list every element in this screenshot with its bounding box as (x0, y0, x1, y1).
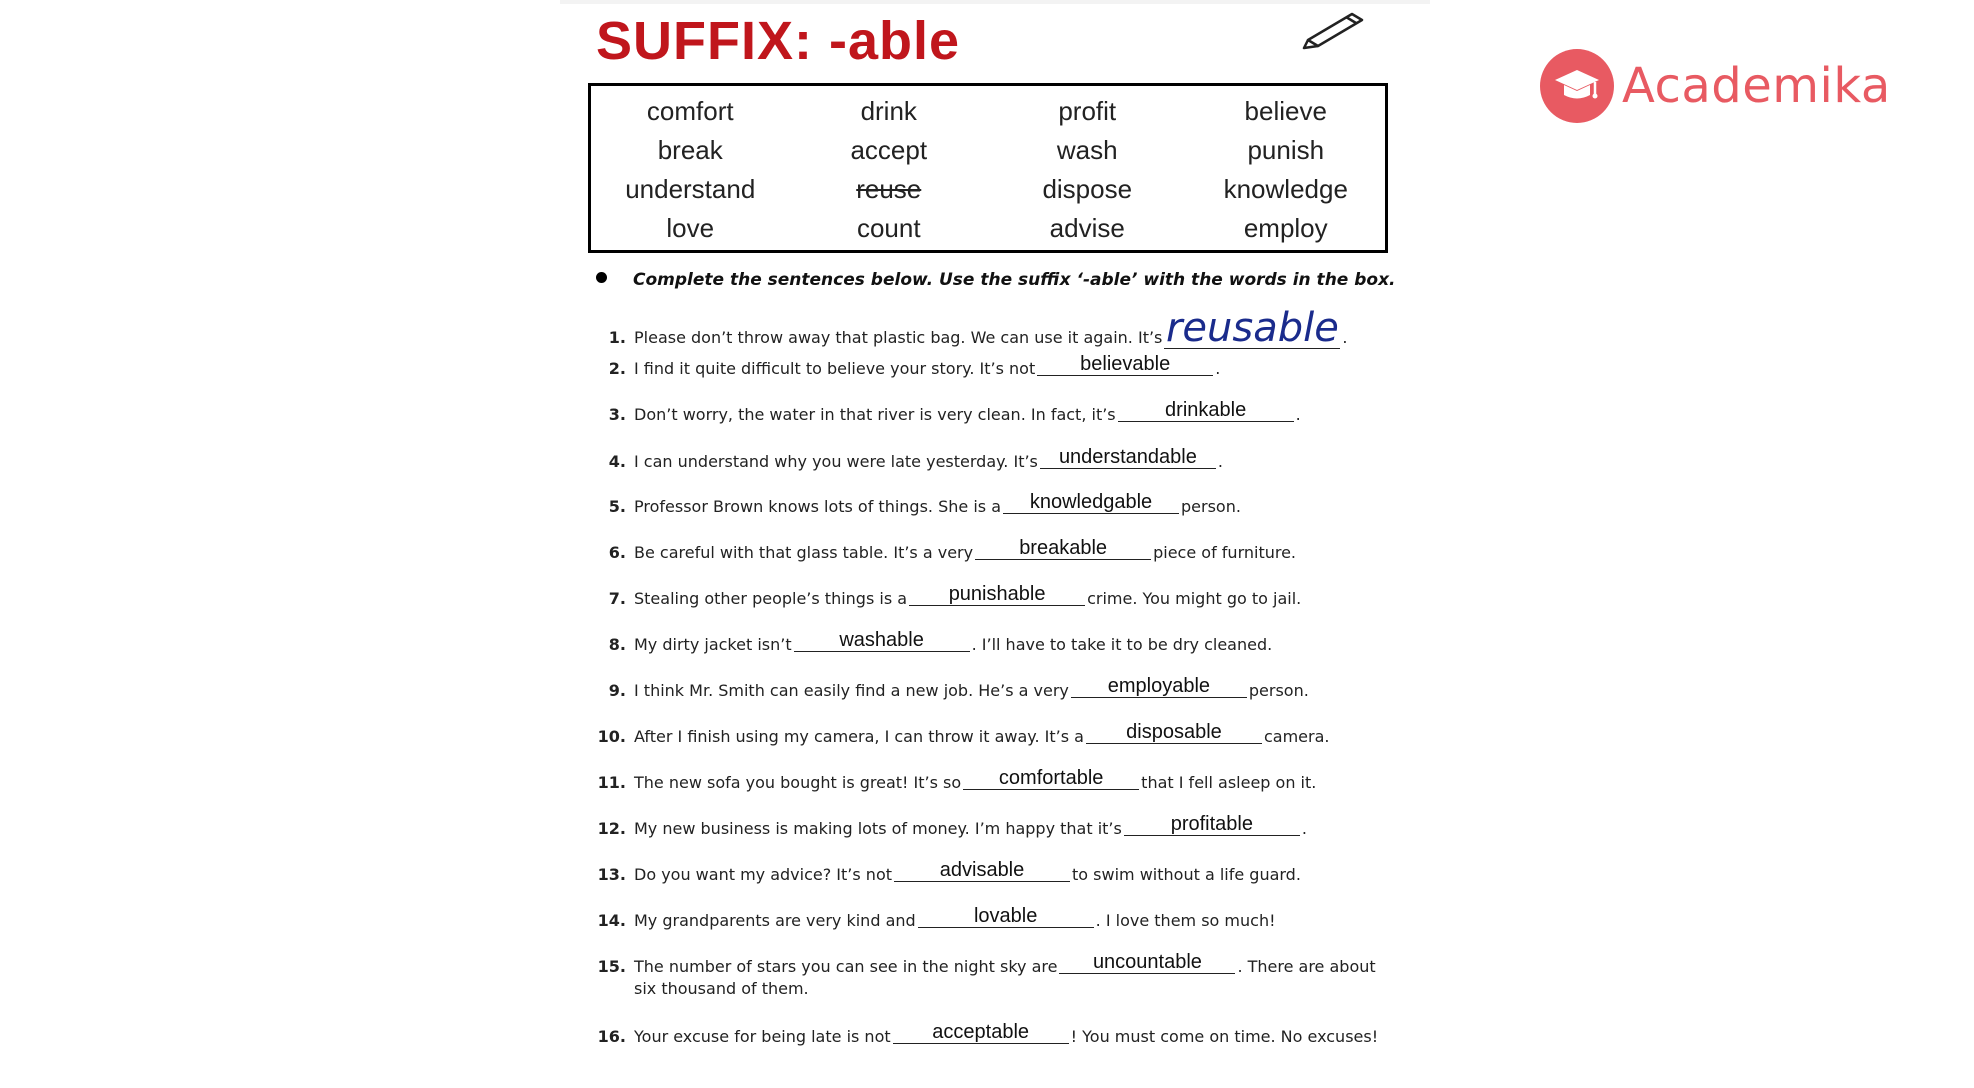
academika-logo (1540, 48, 1891, 124)
exercise-item (592, 583, 1412, 610)
word-box-item: drink (860, 96, 917, 126)
answer-blank[interactable]: drinkable (1118, 399, 1294, 422)
answer-blank[interactable]: reusable (1165, 305, 1339, 351)
exercise-item (592, 491, 1412, 518)
exercise-item (592, 721, 1412, 748)
sentence-end: . (1301, 819, 1307, 838)
word-box-item: comfort (646, 96, 734, 126)
sentence-start: My new business is making lots of money. I’m happy that it’s (634, 819, 1122, 838)
item-number: 8. (608, 635, 626, 654)
instructions (596, 270, 1396, 290)
word-box-item: reuse (856, 174, 922, 204)
item-number: 4. (608, 452, 626, 471)
sentence-end: . I’ll have to take it to be dry cleaned. (971, 635, 1273, 654)
sentence-end: . (1295, 405, 1301, 424)
sentence-start: Please don’t throw away that plastic bag. We can use it again. It’s (634, 328, 1163, 347)
sentence-start: Your excuse for being late is not (634, 1027, 891, 1046)
exercise-item (592, 537, 1412, 564)
sentence-end: . (1342, 328, 1348, 347)
answer-blank[interactable]: employable (1071, 675, 1247, 698)
pencil-icon (1300, 6, 1370, 50)
item-number: 3. (608, 405, 626, 424)
answer-blank[interactable]: lovable (918, 905, 1094, 928)
sentence-start: The new sofa you bought is great! It’s so (634, 773, 962, 792)
sentence-start: Do you want my advice? It’s not (634, 865, 893, 884)
exercise-item (592, 675, 1412, 702)
word-box-item: count (856, 213, 921, 243)
answer-blank[interactable]: profitable (1124, 813, 1300, 836)
graduation-cap-icon (1553, 66, 1601, 106)
answer-blank[interactable]: believable (1037, 353, 1213, 376)
word-box-item: profit (1058, 96, 1117, 126)
exercise-item (592, 353, 1412, 380)
exercise-item (592, 1021, 1412, 1048)
sentence-start: Be careful with that glass table. It’s a very (634, 543, 974, 562)
sentence-end: . (1217, 452, 1223, 471)
word-box-item: break (657, 135, 723, 165)
word-box-item: love (666, 213, 715, 243)
sentence-end: ! You must come on time. No excuses! (1070, 1027, 1379, 1046)
sentence-end: crime. You might go to jail. (1087, 589, 1302, 608)
answer-blank[interactable]: advisable (894, 859, 1070, 882)
sentence-start: Stealing other people’s things is a (634, 589, 908, 608)
answer-blank[interactable]: disposable (1086, 721, 1262, 744)
sentence-start: I find it quite difficult to believe your story. It’s not (634, 359, 1036, 378)
worksheet-page (560, 0, 1430, 1088)
sentence-start: Don’t worry, the water in that river is very clean. In fact, it’s (634, 405, 1116, 424)
word-box (588, 83, 1388, 253)
word-box-item: punish (1247, 135, 1325, 165)
item-number: 1. (608, 328, 626, 347)
sentence-start: The number of stars you can see in the night sky are (634, 957, 1058, 976)
exercise-item (592, 951, 1412, 1000)
word-box-item: employ (1243, 213, 1328, 243)
word-box-item: knowledge (1223, 174, 1348, 204)
sentence-start: I can understand why you were late yesterday. It’s (634, 452, 1038, 471)
bullet-icon (596, 272, 607, 283)
answer-blank[interactable]: uncountable (1059, 951, 1235, 974)
item-number: 14. (597, 911, 626, 930)
answer-blank[interactable]: acceptable (893, 1021, 1069, 1044)
exercise-item (592, 905, 1412, 932)
sentence-start: My dirty jacket isn’t (634, 635, 792, 654)
word-box-item: advise (1049, 213, 1125, 243)
sentence-start: I think Mr. Smith can easily find a new job. He’s a very (634, 681, 1069, 700)
sentence-start: After I finish using my camera, I can throw it away. It’s a (634, 727, 1084, 746)
sentence-end: . There are about (1237, 957, 1376, 976)
exercise-item (592, 446, 1412, 473)
instruction-text: Complete the sentences below. Use the suffix ‘-able’ with the words in the box. (633, 270, 1396, 290)
item-number: 9. (608, 681, 626, 700)
sentence-end: . (1215, 359, 1221, 378)
word-box-item: accept (850, 135, 928, 165)
word-box-item: understand (625, 174, 756, 204)
item-number: 10. (597, 727, 626, 746)
exercise-item (592, 813, 1412, 840)
word-box-item: dispose (1042, 174, 1133, 204)
answer-blank[interactable]: comfortable (963, 767, 1139, 790)
answer-blank[interactable]: understandable (1040, 446, 1216, 469)
answer-blank[interactable]: knowledgable (1003, 491, 1179, 514)
item-number: 6. (608, 543, 626, 562)
item-number: 7. (608, 589, 626, 608)
sentence-end: piece of furniture. (1153, 543, 1297, 562)
sentence-end: person. (1248, 681, 1309, 700)
item-number: 2. (608, 359, 626, 378)
word-box-item: wash (1056, 135, 1118, 165)
answer-blank[interactable]: punishable (909, 583, 1085, 606)
sentence-end: person. (1181, 497, 1241, 516)
sentence-start: My grandparents are very kind and (634, 911, 916, 930)
exercise-item (592, 399, 1412, 426)
sentence-end: camera. (1263, 727, 1330, 746)
logo-badge (1540, 49, 1614, 123)
logo-text: Academika (1622, 58, 1891, 114)
answer-blank[interactable]: breakable (975, 537, 1151, 560)
sentence-end: to swim without a life guard. (1072, 865, 1301, 884)
sentence-end: . I love them so much! (1095, 911, 1276, 930)
exercise-item (592, 629, 1412, 656)
item-number: 5. (608, 497, 626, 516)
exercise-item (592, 305, 1412, 351)
worksheet-title: SUFFIX: -able (596, 11, 961, 71)
item-number: 12. (597, 819, 626, 838)
item-number: 13. (597, 865, 626, 884)
exercise-item (592, 859, 1412, 886)
exercise-item (592, 767, 1412, 794)
word-box-item: believe (1244, 96, 1327, 126)
item-number: 15. (597, 957, 626, 976)
item-number: 11. (597, 773, 626, 792)
answer-blank[interactable]: washable (794, 629, 970, 652)
sentence-start: Professor Brown knows lots of things. She is a (634, 497, 1001, 516)
item-number: 16. (597, 1027, 626, 1046)
sentence-end: that I fell asleep on it. (1141, 773, 1317, 792)
sentence-continuation: six thousand of them. (634, 979, 809, 998)
